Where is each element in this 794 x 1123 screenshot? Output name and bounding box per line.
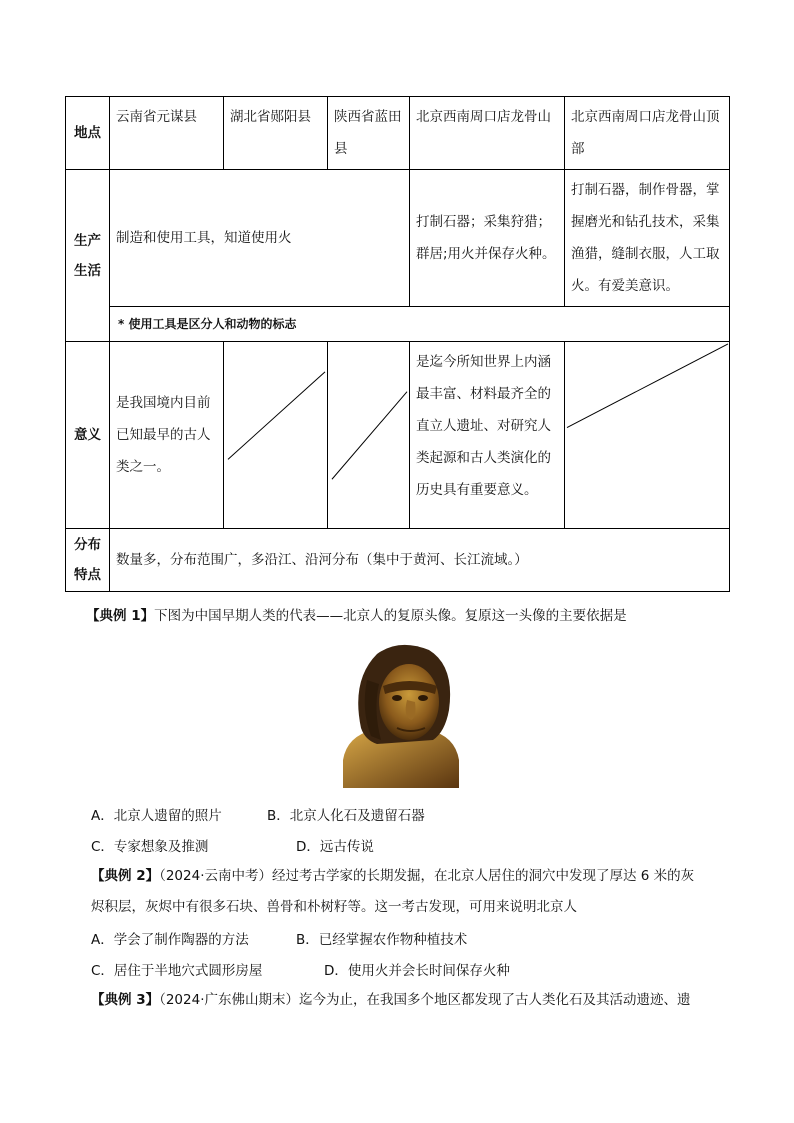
example1-option-a: A．北京人遗留的照片	[91, 808, 222, 824]
cell-distribution: 数量多，分布范围广，多沿江、沿河分布（集中于黄河、长江流域。）	[110, 529, 730, 592]
row-note	[66, 307, 730, 342]
example1-option-b: B．北京人化石及遗留石器	[267, 808, 425, 824]
example1-label: 【典例 1】	[86, 608, 155, 624]
header-distribution: 分布 特点	[66, 529, 110, 592]
cell-life-upper-cave: 打制石器，制作骨器，掌握磨光和钻孔技术，采集渔猎，缝制衣服，人工取火。有爱美意识。	[565, 170, 730, 307]
diagonal-slash	[224, 342, 327, 528]
example1-question	[86, 606, 736, 626]
cell-life-beijing: 打制石器；采集狩猎；群居;用火并保存火种。	[410, 170, 565, 307]
cell-significance-yuanmou: 是我国境内目前已知最早的古人类之一。	[110, 342, 224, 529]
peking-man-bust-image	[337, 640, 465, 788]
example2-label: 【典例 2】	[91, 868, 160, 884]
cell-yuanmou-location: 云南省元谋县	[110, 97, 224, 170]
example2-option-c: C．居住于半地穴式圆形房屋	[91, 963, 263, 979]
cell-upper-cave-location: 北京西南周口店龙骨山顶部	[565, 97, 730, 170]
row-location	[66, 97, 730, 170]
example1-text: 下图为中国早期人类的代表——北京人的复原头像。复原这一头像的主要依据是	[154, 608, 627, 624]
example3-source: （2024·广东佛山期末）	[159, 992, 299, 1008]
cell-life-general: 制造和使用工具，知道使用火	[110, 170, 410, 307]
example2-source: （2024·云南中考）	[159, 868, 272, 884]
header-location: 地点	[66, 97, 110, 170]
row-distribution	[66, 529, 730, 592]
cell-beijing-location: 北京西南周口店龙骨山	[410, 97, 565, 170]
example2-text-line2: 烬积层，灰烬中有很多石块、兽骨和朴树籽等。这一考古发现，可用来说明北京人	[91, 899, 577, 915]
example2-option-b: B．已经掌握农作物种植技术	[296, 932, 468, 948]
example2-option-a: A．学会了制作陶器的方法	[91, 932, 249, 948]
cell-lantian-location: 陕西省蓝田县	[328, 97, 410, 170]
example2-text-line1: 经过考古学家的长期发掘，在北京人居住的洞穴中发现了厚达 6 米的灰	[272, 868, 695, 884]
cell-significance-yunyang-empty	[224, 342, 328, 529]
example2-option-d: D．使用火并会长时间保存火种	[324, 963, 510, 979]
example3-question	[91, 990, 741, 1010]
example1-option-d: D．远古传说	[296, 839, 374, 855]
example2-question-line1	[91, 866, 741, 886]
example3-text: 迄今为止，在我国多个地区都发现了古人类化石及其活动遗迹、遗	[299, 992, 691, 1008]
row-life	[66, 170, 730, 307]
cell-significance-lantian-empty	[328, 342, 410, 529]
example1-option-c: C．专家想象及推测	[91, 839, 209, 855]
row-significance	[66, 342, 730, 529]
header-life: 生产 生活	[66, 170, 110, 342]
diagonal-slash	[565, 342, 729, 528]
cell-significance-beijing: 是迄今所知世界上内涵最丰富、材料最齐全的直立人遗址、对研究人类起源和古人类演化的历史具有重要意义。	[410, 342, 565, 529]
diagonal-slash	[328, 342, 409, 528]
cell-significance-upper-cave-empty	[565, 342, 730, 529]
header-significance: 意义	[66, 342, 110, 529]
cell-yunyang-location: 湖北省郧阳县	[224, 97, 328, 170]
example3-label: 【典例 3】	[91, 992, 160, 1008]
note-tools: * 使用工具是区分人和动物的标志	[110, 307, 730, 342]
summary-table	[65, 96, 730, 592]
